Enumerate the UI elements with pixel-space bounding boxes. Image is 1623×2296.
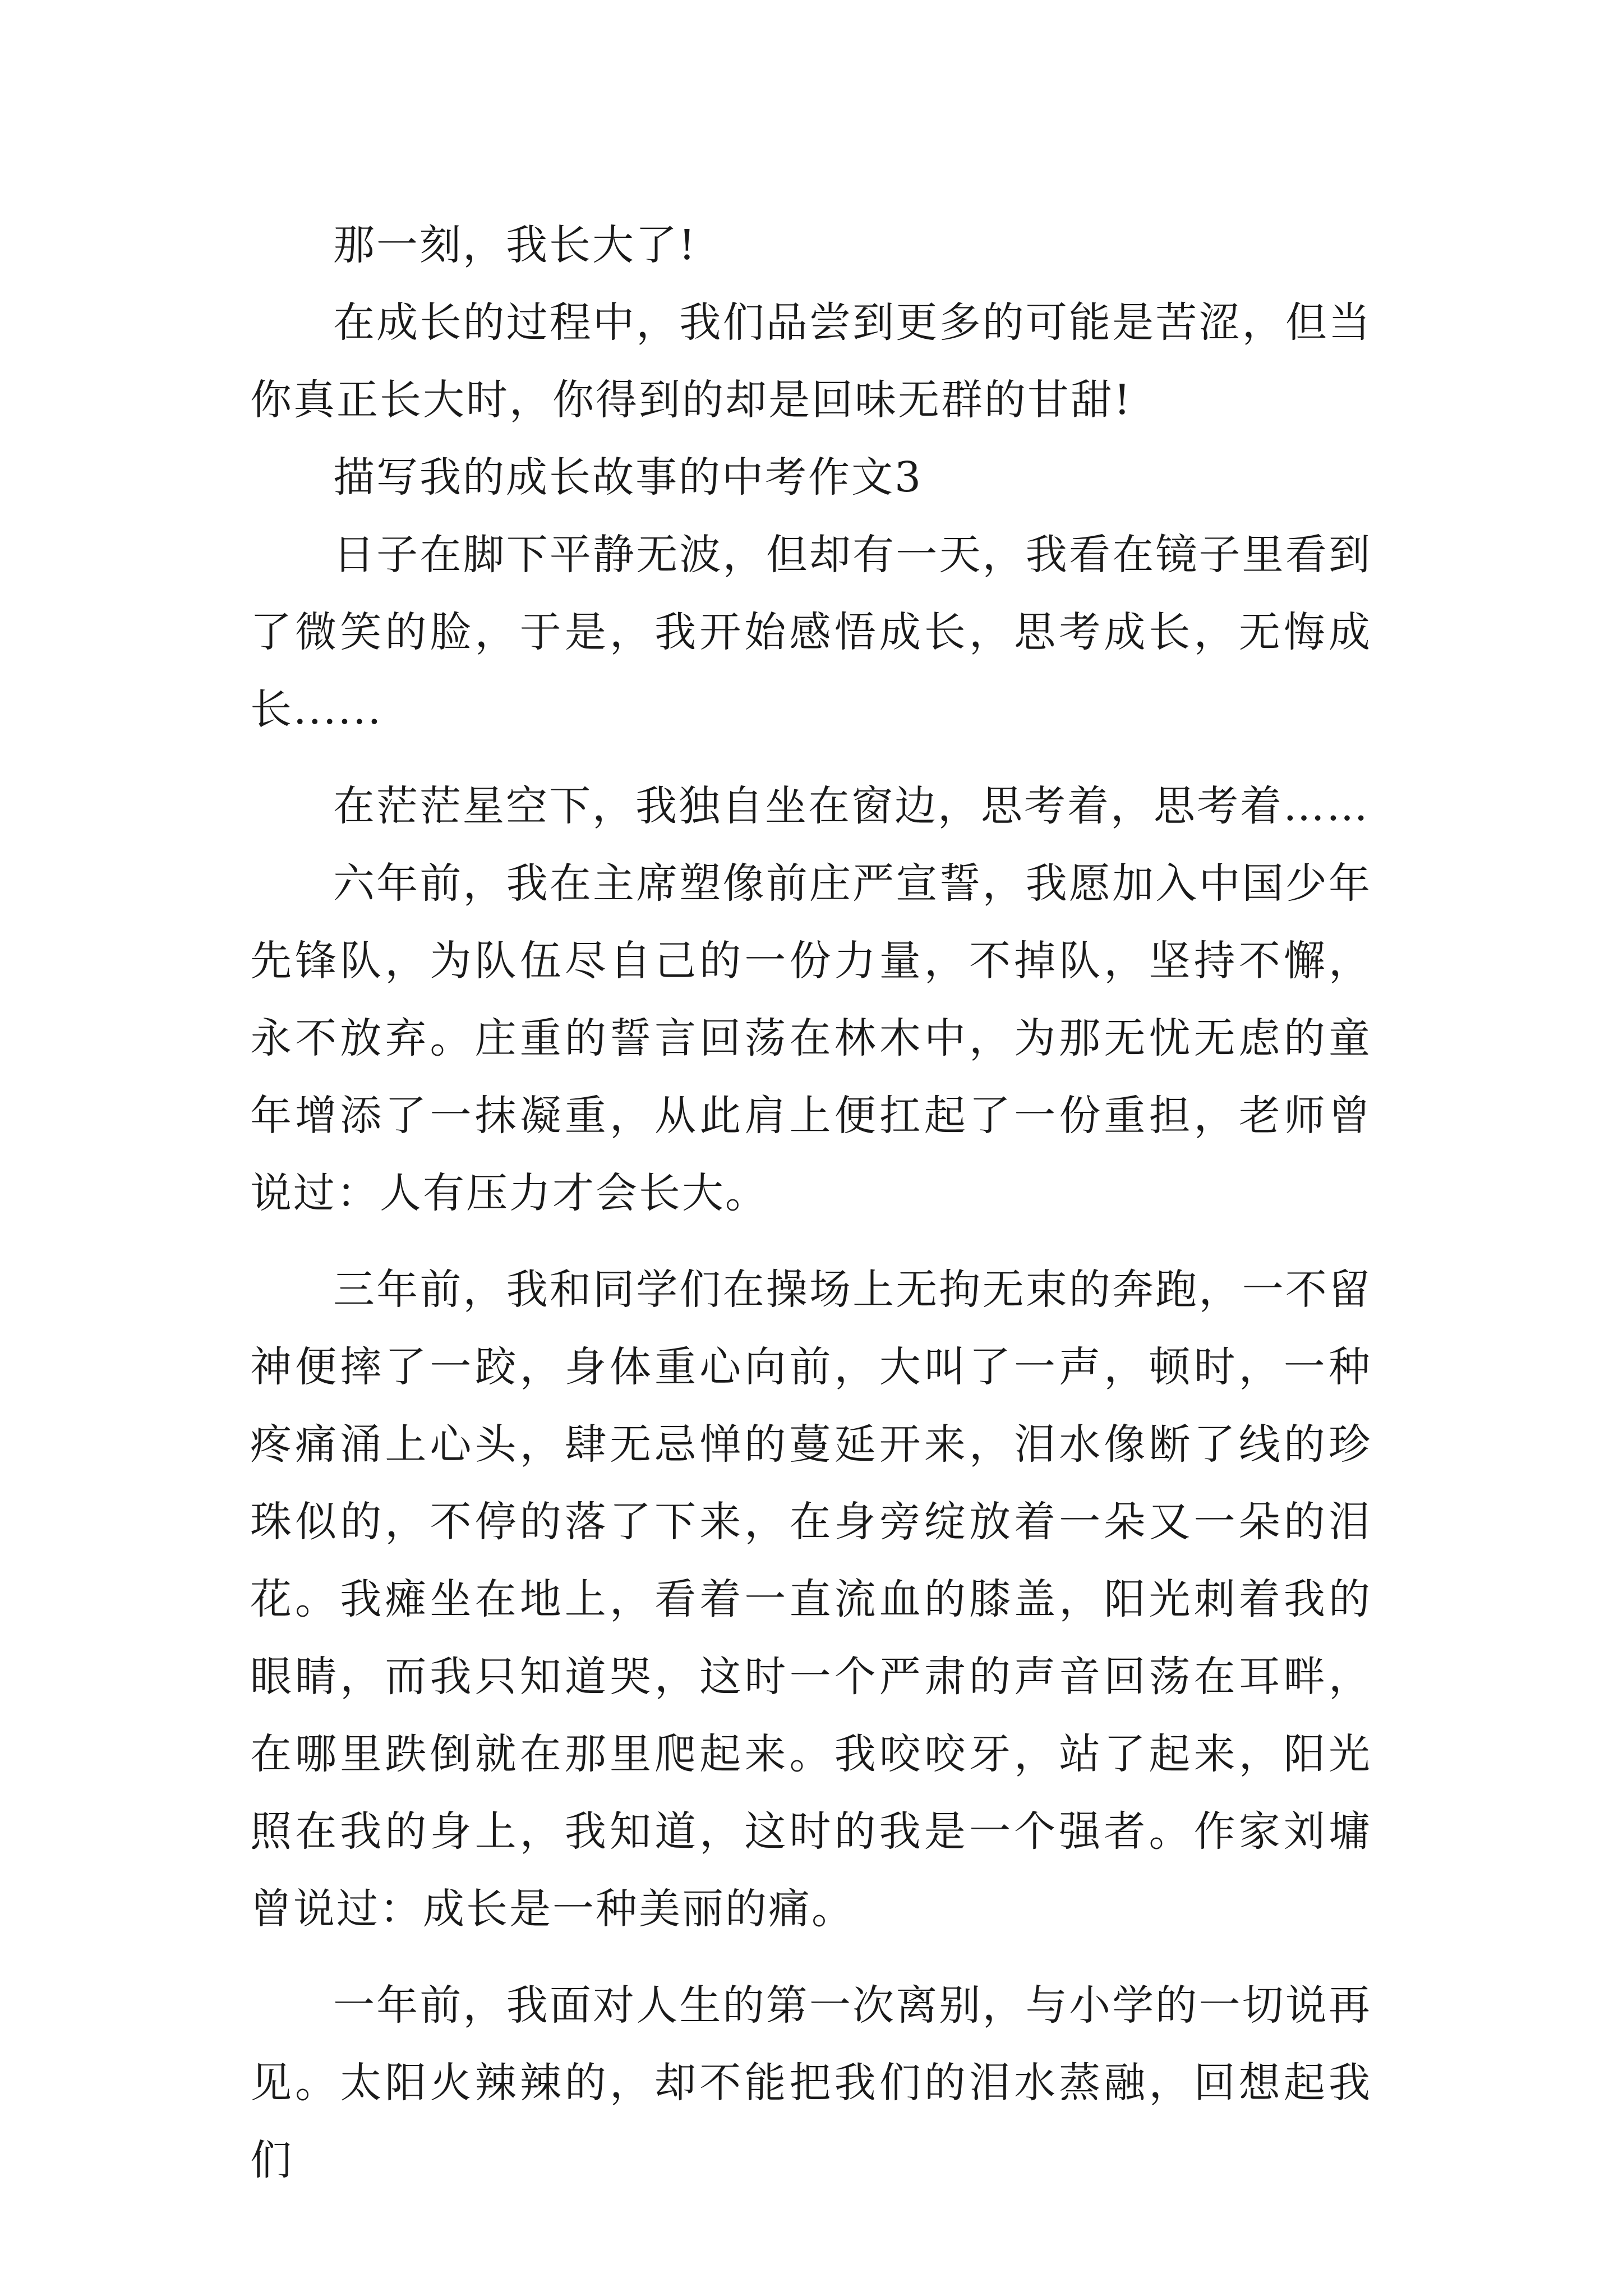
- paragraph-growth-reflection: 在成长的过程中，我们品尝到更多的可能是苦涩，但当你真正长大时，你得到的却是回味无群的甘甜!: [250, 298, 1372, 424]
- paragraph-one-year-ago: 一年前，我面对人生的第一次离别，与小学的一切说再见。太阳火辣辣的，却不能把我们的泪水蒸融，回想起我们: [250, 1981, 1372, 2184]
- paragraph-starry-sky: 在茫茫星空下，我独自坐在窗边，思考着，思考着……: [333, 782, 1370, 830]
- paragraph-conclusion-line: 那一刻，我长大了!: [333, 221, 697, 269]
- paragraph-six-years-ago: 六年前，我在主席塑像前庄严宣誓，我愿加入中国少年先锋队，为队伍尽自己的一份力量，不掉队，坚持不懈，永不放弃。庄重的誓言回荡在林木中，为那无忧无虑的童年增添了一抹凝重，从此肩上便扛起了一份重担，老师曾说过：人有压力才会长大。: [250, 859, 1372, 1217]
- essay-title: 描写我的成长故事的中考作文3: [333, 453, 923, 501]
- paragraph-three-years-ago: 三年前，我和同学们在操场上无拘无束的奔跑，一不留神便摔了一跤，身体重心向前，大叫了一声，顿时，一种疼痛涌上心头，肆无忌惮的蔓延开来，泪水像断了线的珍珠似的，不停的落了下来，在身旁绽放着一朵又一朵的泪花。我瘫坐在地上，看着一直流血的膝盖，阳光刺着我的眼睛，而我只知道哭，这时一个严肃的声音回荡在耳畔，在哪里跌倒就在那里爬起来。我咬咬牙，站了起来，阳光照在我的身上，我知道，这时的我是一个强者。作家刘墉曾说过：成长是一种美丽的痛。: [250, 1266, 1372, 1933]
- document-body: [250, 206, 1372, 2199]
- paragraph-mirror-smile: 日子在脚下平静无波，但却有一天，我看在镜子里看到了微笑的脸，于是，我开始感悟成长，思考成长，无悔成长......: [250, 531, 1372, 734]
